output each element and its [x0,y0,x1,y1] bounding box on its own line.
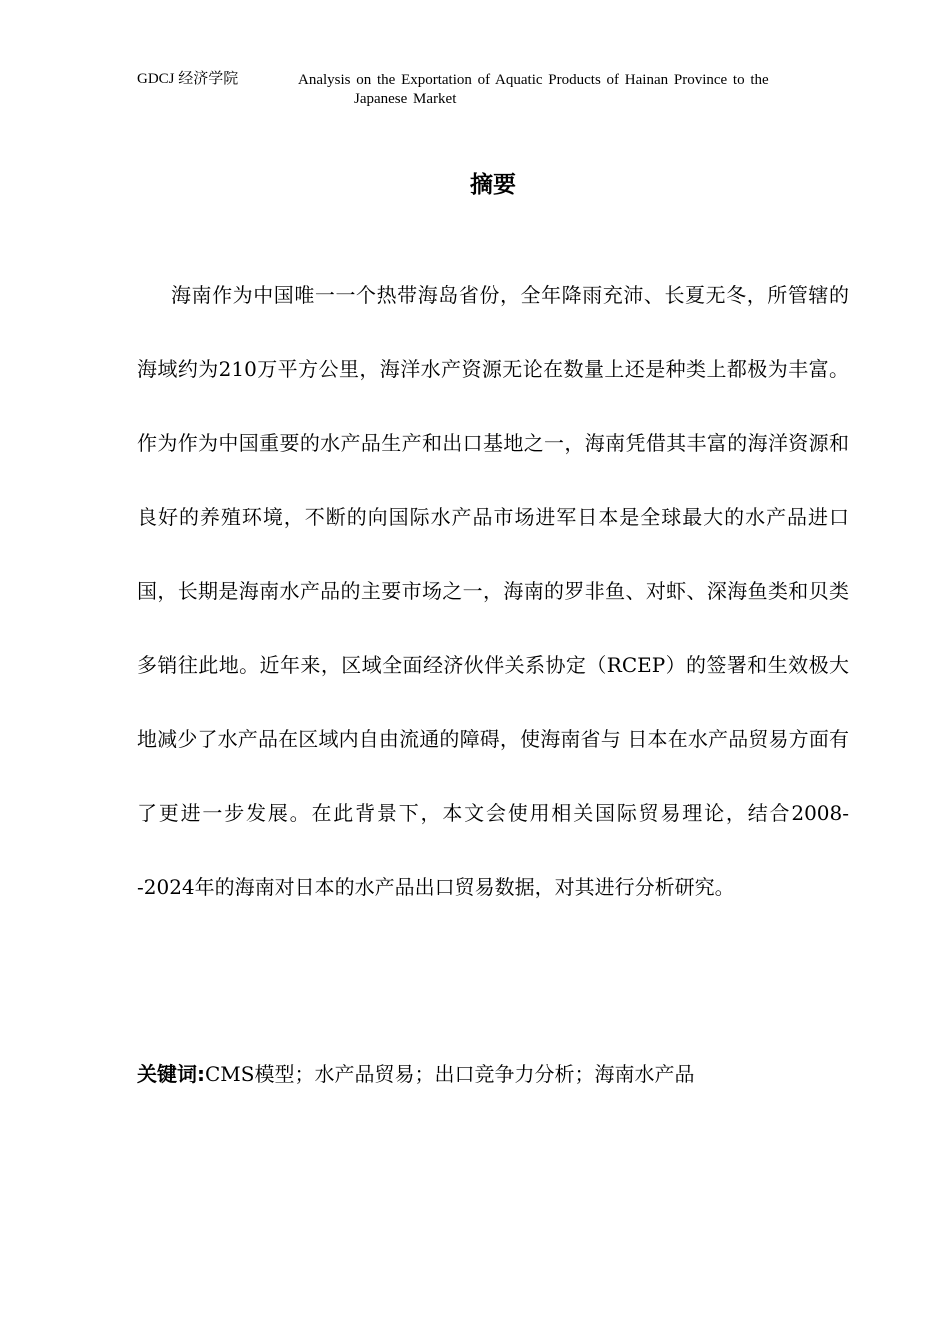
header-title-line-2: Japanese Market [354,91,457,107]
header-title-line-1: Analysis on the Exportation of Aquatic Products of Hainan Province to the [298,72,769,88]
keywords-line [137,1057,849,1091]
abstract-body: 海南作为中国唯一一个热带海岛省份，全年降雨充沛、长夏无冬，所管辖的海域约为210万平方公里，海洋水产资源无论在数量上还是种类上都极为丰富。作为作为中国重要的水产品生产和出口基地之一，海南凭借其丰富的海洋资源和良好的养殖环境，不断的向国际水产品市场进军日本是全球最大的水产品进口国，长期是海南水产品的主要市场之一，海南的罗非鱼、对虾、深海鱼类和贝类多销往此地。近年来，区域全面经济伙伴关系协定（RCEP）的签署和生效极大地减少了水产品在区域内自由流通的障碍，使海南省与 日本在水产品贸易方面有了更进一步发展。在此背景下，本文会使用相关国际贸易理论，结合2008--2024年的海南对日本的水产品出口贸易数据，对其进行分析研究。 [137,283,849,899]
header-institution: GDCJ 经济学院 [137,71,239,87]
keywords-label: 关键词: [137,1062,205,1086]
header-paper-title [298,71,846,109]
keywords-text: CMS模型；水产品贸易；出口竞争力分析；海南水产品 [205,1062,695,1086]
abstract-heading: 摘要 [470,172,516,198]
